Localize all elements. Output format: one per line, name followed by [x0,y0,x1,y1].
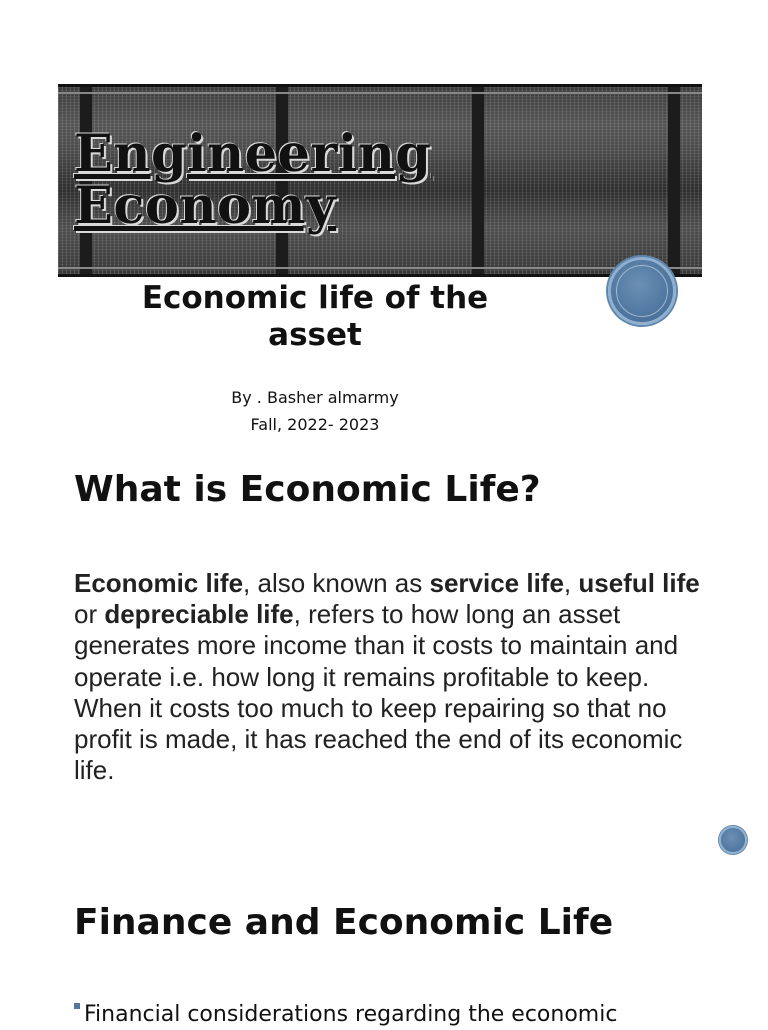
term-line: Fall, 2022- 2023 [250,415,380,434]
subtitle-line2: asset [268,317,362,353]
circle-ornament-small-icon [719,826,747,854]
section-heading-economic-life: What is Economic Life? [74,469,541,510]
section-heading-finance: Finance and Economic Life [74,902,614,943]
slide-title-line2: Economy [74,176,337,236]
square-bullet-icon [74,1003,80,1009]
bullet-item [74,1000,754,1030]
economic-life-paragraph [74,568,704,786]
paragraph-text: , refers to how long an asset generates more income than it costs to maintain and operate i.e. how long it remains profitable to keep. When it costs too much to keep repairing so that no profit is made, it has reached the end of its economic life. [74,599,683,786]
author-line: By . Basher almarmy [231,388,399,407]
paragraph-bold-term: Economic life [74,568,244,598]
paragraph-text: , also known as [243,568,430,598]
paragraph-bold-term: service life [429,568,564,598]
slide-subtitle [100,280,530,354]
paragraph-text: or [74,599,105,630]
paragraph-bold-term: depreciable life [104,599,294,630]
circle-ornament-icon [608,257,676,325]
paragraph-bold-term: useful life [578,568,700,598]
subtitle-line1: Economic life of the [141,280,489,316]
slide-title [74,124,494,236]
slide-title-line1: Engineering [74,124,432,184]
bullet-text: Financial considerations regarding the economic [84,1002,618,1027]
paragraph-text: , [563,568,579,598]
